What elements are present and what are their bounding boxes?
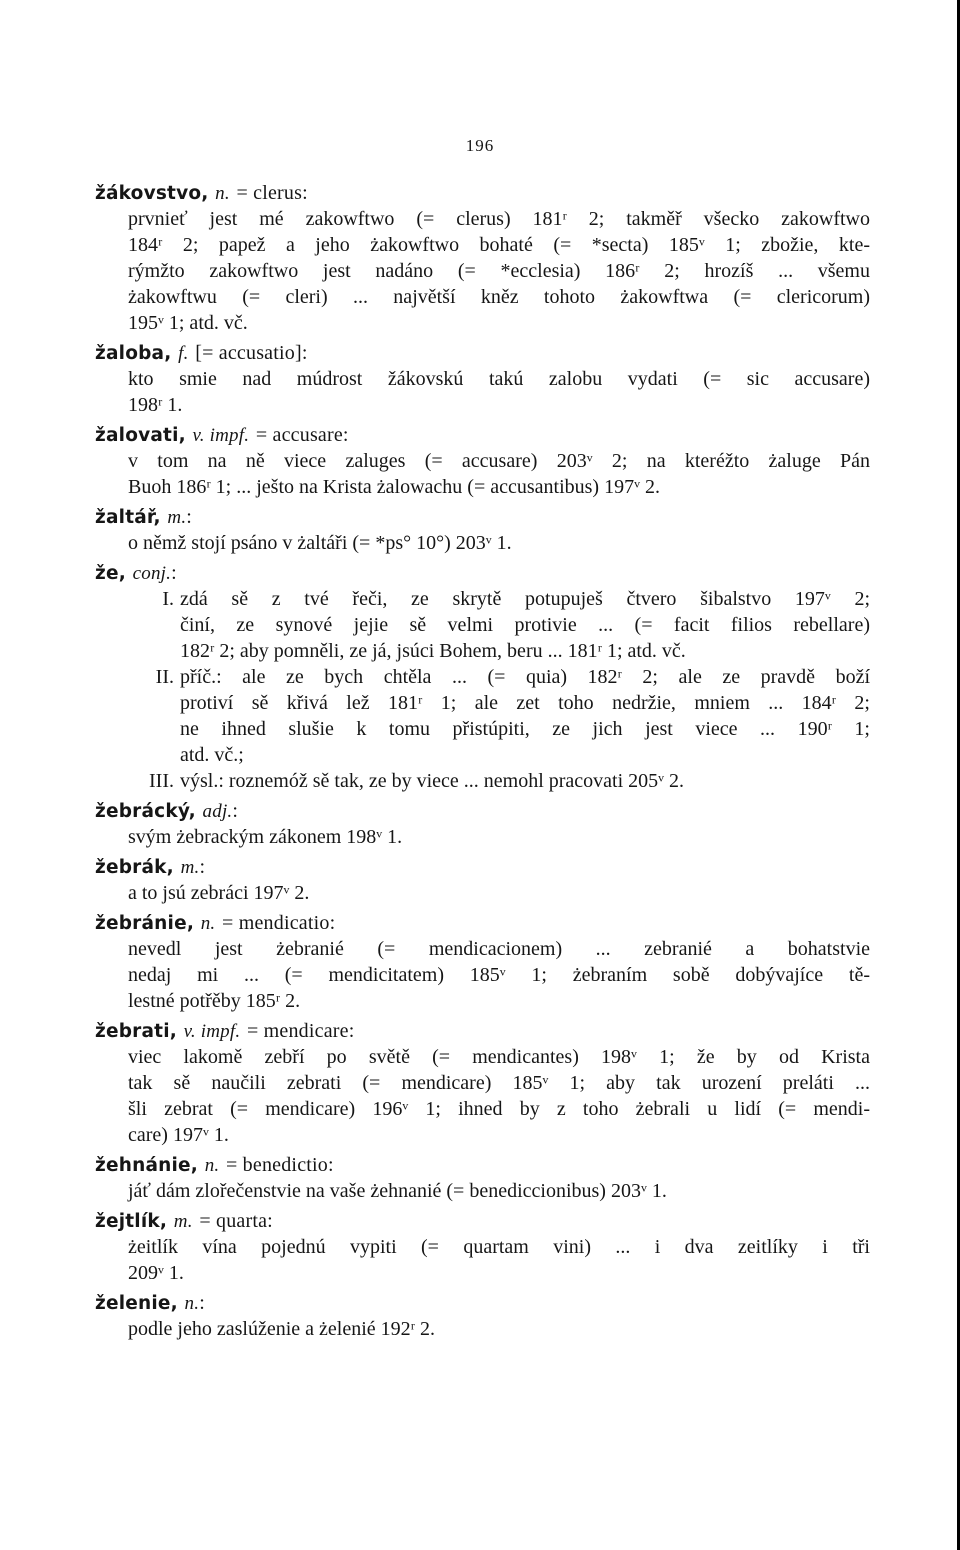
citation-line: 195ᵛ 1; atd. vč. [128, 312, 248, 334]
citation-line: viec lakomě zebří po světě (= mendicantes) 198ᵛ 1; že by od Krista [128, 1046, 870, 1068]
entry-definition: : [232, 800, 239, 822]
entry-header [95, 798, 870, 824]
dictionary-entry [95, 180, 870, 336]
entry-definition: : [199, 856, 206, 878]
citation-line: výsl.: roznemóž sě tak, ze by viece ... nemohl pracovati 205ᵛ 2. [180, 770, 685, 792]
citation-line: protiví sě křivá lež 181ʳ 1; ale zet toho nedržie, mniem ... 184ʳ 2; [180, 692, 870, 714]
citation-line: lestné potřěby 185ʳ 2. [128, 990, 301, 1012]
entry-header [95, 422, 870, 448]
entry-headword: žejtlík, [95, 1211, 168, 1232]
entry-header [95, 1152, 870, 1178]
entry-definition: = mendicare: [246, 1020, 355, 1042]
citation-line: prvnieť jest mé zakowftwo (= clerus) 181ʳ 2; takměř všecko zakowftwo [128, 208, 870, 230]
citation-line: atd. vč.; [180, 744, 244, 766]
entry-header [95, 560, 870, 586]
entry-grammar: conj. [132, 563, 172, 584]
entry-sense [95, 664, 870, 768]
citation-line: tak sě naučili zebrati (= mendicare) 185ᵛ 1; aby tak urození preláti ... [128, 1072, 870, 1094]
citation-line: jáť dám zlořečenstvie na vaše żehnanié (= benediccionibus) 203ᵛ 1. [128, 1180, 667, 1202]
dictionary-entry [95, 560, 870, 794]
citation-line: činí, ze synové jejie sě velmi protivie ... (= facit filios rebellare) [180, 614, 870, 636]
citation-line: nedaj mi ... (= mendicitatem) 185ᵛ 1; żebraním sobě dobývajíce tě- [128, 964, 870, 986]
entry-headword: žebrati, [95, 1021, 177, 1042]
citation-line: šli zebrat (= mendicare) 196ᵛ 1; ihned by z toho żebrali u lidí (= mendi- [128, 1098, 870, 1120]
entry-grammar: n. [184, 1293, 200, 1314]
citation-line: 184ʳ 2; papež a jeho żakowftwo bohaté (= *secta) 185ᵛ 1; zbožie, kte- [128, 234, 870, 256]
dictionary-entry [95, 798, 870, 850]
citation-line: 198ʳ 1. [128, 394, 183, 416]
entry-header [95, 180, 870, 206]
dictionary-entry [95, 1152, 870, 1204]
entry-definition: = benedictio: [226, 1154, 334, 1176]
sense-number: II. [155, 666, 174, 688]
sense-number: I. [162, 588, 174, 610]
entry-gap [95, 1342, 870, 1346]
entry-grammar: m. [173, 1211, 193, 1232]
citation-line: 209ᵛ 1. [128, 1262, 184, 1284]
dictionary-entry [95, 1208, 870, 1286]
entry-header [95, 1018, 870, 1044]
dictionary-entry [95, 1290, 870, 1342]
citation-line: o němž stojí psáno v żaltáři (= *ps° 10°) 203ᵛ 1. [128, 532, 512, 554]
citation-line: rýmžto zakowftwo jest nadáno (= *ecclesia) 186ʳ 2; hrozíš ... všemu [128, 260, 870, 282]
entry-grammar: v. impf. [192, 425, 250, 446]
entry-header [95, 910, 870, 936]
entry-sense [95, 586, 870, 664]
citation-line: v tom na ně viece zaluges (= accusare) 203ᵛ 2; na kteréžto żaluge Pán [128, 450, 870, 472]
entry-grammar: adj. [202, 801, 233, 822]
entry-definition: = clerus: [236, 182, 308, 204]
entry-sense [95, 768, 870, 794]
dictionary-entry [95, 1018, 870, 1148]
entry-header [95, 854, 870, 880]
entry-headword: žebrák, [95, 857, 174, 878]
entry-grammar: n. [200, 913, 216, 934]
entry-definition: : [171, 562, 177, 584]
entry-grammar: v. impf. [183, 1021, 241, 1042]
dictionary-entry [95, 504, 870, 556]
citation-line: 182ʳ 2; aby pomněli, ze já, jsúci Bohem, beru ... 181ʳ 1; atd. vč. [180, 640, 686, 662]
entry-headword: žehnánie, [95, 1155, 199, 1176]
dictionary-entries [95, 180, 870, 1346]
citation-line: příč.: ale ze bych chtěla ... (= quia) 182ʳ 2; ale ze pravdě boží [180, 666, 870, 688]
dictionary-entry [95, 340, 870, 418]
citation-line: ne ihned slušie k tomu přistúpiti, ze jich jest viece ... 190ʳ 1; [180, 718, 870, 740]
entry-headword: žalovati, [95, 425, 186, 446]
citation-line: a to jsú zebráci 197ᵛ 2. [128, 882, 310, 904]
entry-headword: žebránie, [95, 913, 195, 934]
entry-definition: = mendicatio: [222, 912, 336, 934]
entry-header [95, 1208, 870, 1234]
sense-number: III. [149, 770, 174, 792]
entry-grammar: m. [167, 507, 187, 528]
page-number: 196 [465, 136, 495, 155]
entry-header [95, 340, 870, 366]
entry-definition: = quarta: [199, 1210, 273, 1232]
entry-definition: : [186, 506, 193, 528]
dictionary-entry [95, 854, 870, 906]
citation-line: Buoh 186ʳ 1; ... ješto na Krista żalowachu (= accusantibus) 197ᵛ 2. [128, 476, 660, 498]
entry-headword: žákovstvo, [95, 183, 209, 204]
entry-grammar: f. [178, 343, 189, 364]
citation-line: kto smie nad múdrost žákovskú takú zalobu vydati (= sic accusare) [128, 368, 870, 390]
citation-line: żeitlík vína pojednú vypiti (= quartam vini) ... i dva zeitlíky i tři [128, 1236, 870, 1258]
entry-header [95, 1290, 870, 1316]
entry-definition: : [199, 1292, 205, 1314]
entry-definition: = accusare: [255, 424, 349, 446]
dictionary-entry [95, 910, 870, 1014]
entry-grammar: n. [215, 183, 230, 204]
entry-definition: [= accusatio]: [195, 342, 308, 364]
citation-line: żakowftwu (= cleri) ... najvětší kněz tohoto żakowftwa (= clericorum) [128, 286, 870, 308]
entry-headword: žaloba, [95, 343, 172, 364]
entry-header [95, 504, 870, 530]
entry-headword: žebrácký, [95, 801, 196, 822]
entry-headword: že, [95, 563, 126, 584]
entry-headword: žaltář, [95, 507, 161, 528]
entry-grammar: n. [204, 1155, 220, 1176]
citation-line: zdá sě z tvé řeči, ze skrytě potupuješ čtvero šibalstvo 197ᵛ 2; [180, 588, 870, 610]
citation-line: svým żebrackým zákonem 198ᵛ 1. [128, 826, 403, 848]
citation-line: podle jeho zaslúženie a żelenié 192ʳ 2. [128, 1318, 435, 1340]
citation-line: care) 197ᵛ 1. [128, 1124, 229, 1146]
citation-line: nevedl jest żebranié (= mendicacionem) ... zebranié a bohatstvie [128, 938, 870, 960]
entry-grammar: m. [180, 857, 200, 878]
entry-headword: želenie, [95, 1293, 178, 1314]
dictionary-entry [95, 422, 870, 500]
